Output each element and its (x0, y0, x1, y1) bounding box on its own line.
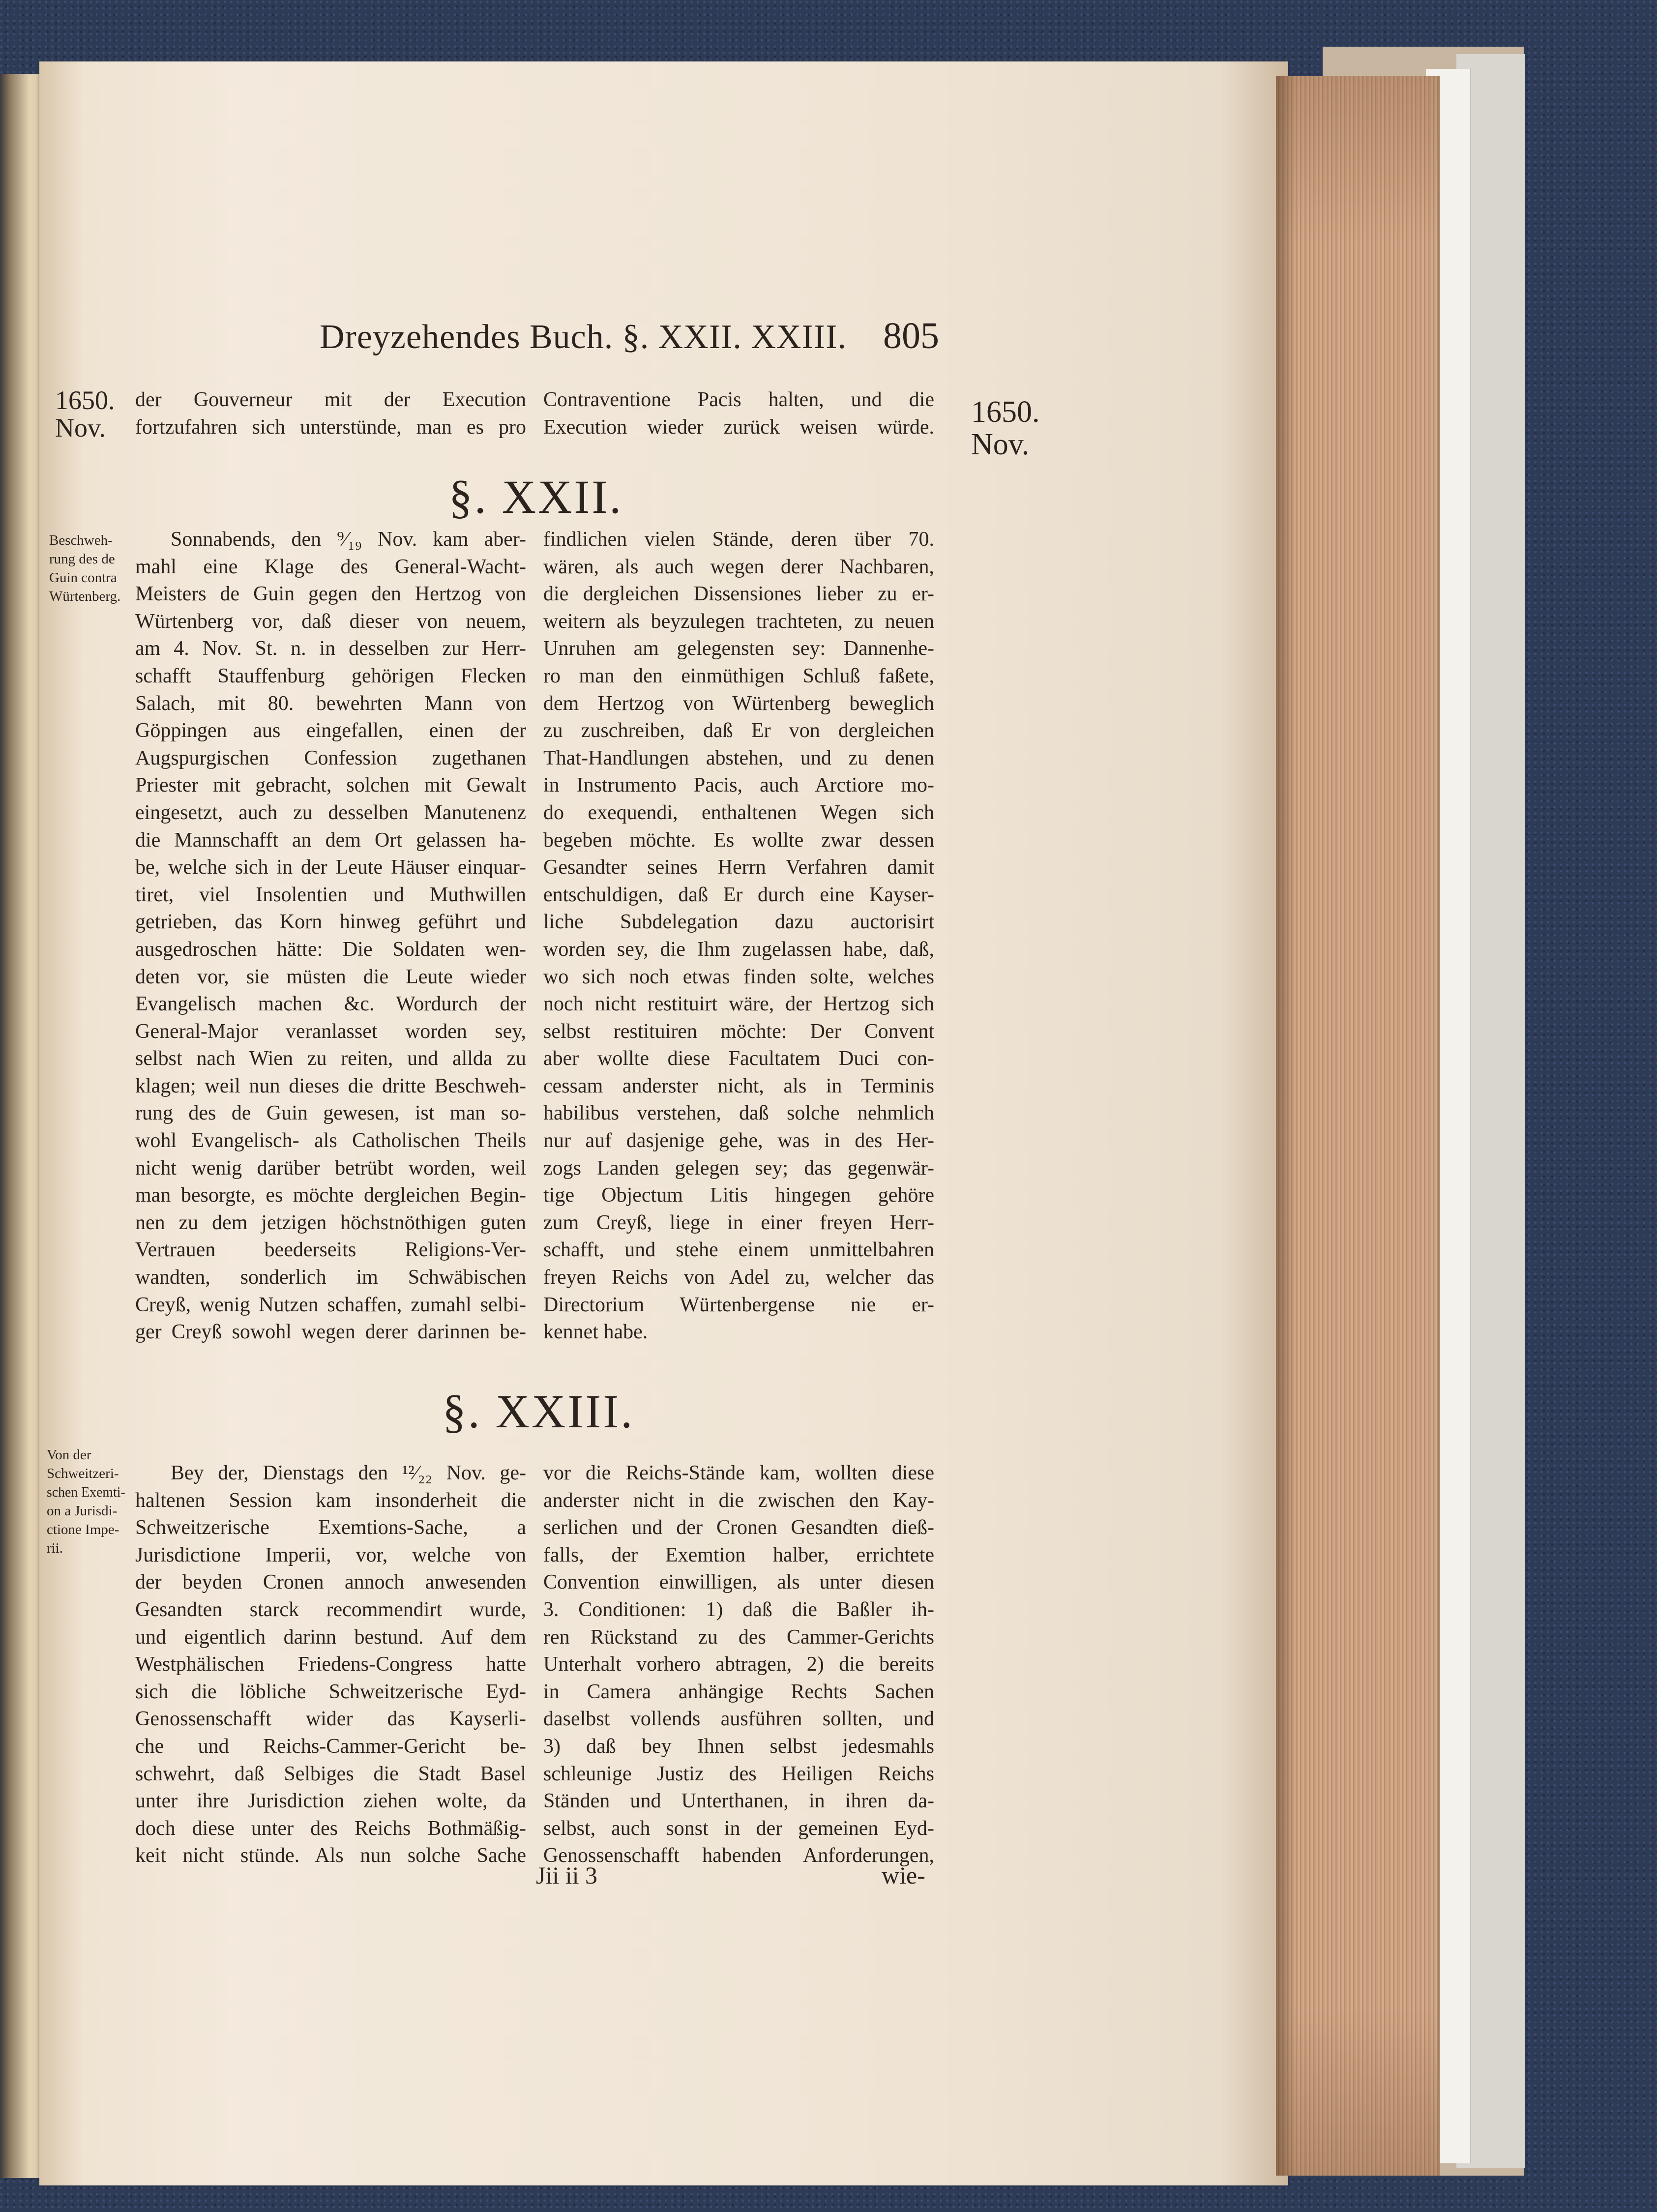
text-line: Göppingen aus eingefallen, einen der (135, 719, 526, 742)
text-line: klagen; weil nun dieses die dritte Beschweh- (135, 1074, 526, 1097)
text-line: do exequendi, enthaltenen Wegen sich (543, 801, 934, 824)
text-line: cessam anderster nicht, als in Terminis (543, 1074, 934, 1097)
text-line: Unterhalt vorhero abtragen, 2) die bereits (543, 1653, 934, 1676)
margin-note-line: rung des de (49, 551, 115, 567)
text-line: der beyden Cronen annoch anwesenden (135, 1571, 526, 1594)
text-line: in Camera anhängige Rechts Sachen (543, 1680, 934, 1703)
text-line: Creyß, wenig Nutzen schaffen, zumahl selbi- (135, 1293, 526, 1316)
margin-month: Nov. (971, 428, 1030, 461)
text-line: Westphälischen Friedens-Congress hatte (135, 1653, 526, 1676)
margin-note-xxiii (47, 1445, 125, 1558)
text-line: Gesandter seines Herrn Verfahren damit (543, 856, 934, 879)
text-line: That-Handlungen abstehen, und zu denen (543, 746, 934, 769)
text-line: ger Creyß sowohl wegen derer darinnen be- (135, 1321, 526, 1344)
text-line: Genossenschafft habenden Anforderungen, (543, 1844, 934, 1867)
book-fore-edge (1276, 76, 1440, 2176)
text-line: Bey der, Dienstags den ¹²⁄₂₂ Nov. ge- (171, 1462, 526, 1484)
text-line: der Gouverneur mit der Execution (135, 388, 526, 411)
section-xxiii-right-column (543, 1460, 934, 1870)
text-line: rung des de Guin gewesen, ist man so- (135, 1102, 526, 1125)
margin-note-line: Schweitzeri- (47, 1466, 119, 1481)
running-title: Dreyzehendes Buch. §. XXII. XXIII. (320, 318, 847, 356)
text-line: Evangelisch machen &c. Wordurch der (135, 993, 526, 1016)
text-line: begeben möchte. Es wollte zwar dessen (543, 828, 934, 852)
text-line: wohl Evangelisch- als Catholischen Theils (135, 1129, 526, 1152)
section-xxiii-left-column (135, 1460, 526, 1870)
text-line: doch diese unter des Reichs Bothmäßig- (135, 1817, 526, 1840)
text-line: Directorium Würtenbergense nie er- (543, 1293, 934, 1316)
margin-year: 1650. (55, 385, 115, 415)
text-line: Sonnabends, den ⁹⁄₁₉ Nov. kam aber- (171, 528, 526, 551)
margin-date-left (55, 386, 115, 442)
text-line: Würtenberg vor, daß dieser von neuem, (135, 610, 526, 633)
text-line: aber wollte diese Facultatem Duci con- (543, 1047, 934, 1070)
text-line: ausgedroschen hätte: Die Soldaten wen- (135, 938, 526, 961)
text-line: Augspurgischen Confession zugethanen (135, 746, 526, 769)
text-line: daselbst vollends ausführen sollten, und (543, 1708, 934, 1731)
margin-date-right (971, 396, 1040, 461)
text-line: Salach, mit 80. bewehrten Mann von (135, 692, 526, 715)
text-line: 3. Conditionen: 1) daß die Baßler ih- (543, 1598, 934, 1621)
section-xxii-right-column (543, 526, 934, 1346)
text-line: ro man den einmüthigen Schluß faßete, (543, 664, 934, 687)
text-line: General-Major veranlasset worden sey, (135, 1020, 526, 1043)
text-line: tiret, viel Insolentien und Muthwillen (135, 883, 526, 906)
text-line: sich die löbliche Schweitzerische Eyd- (135, 1680, 526, 1703)
catchword: wie- (882, 1861, 925, 1889)
text-line: 3) daß bey Ihnen selbst jedesmahls (543, 1735, 934, 1758)
margin-month: Nov. (55, 413, 106, 442)
margin-note-line: ctione Impe- (47, 1522, 119, 1537)
text-line: entschuldigen, daß Er durch eine Kayser- (543, 883, 934, 906)
text-line: wandten, sonderlich im Schwäbischen (135, 1266, 526, 1289)
section-heading-xxiii: §. XXIII. (442, 1385, 635, 1438)
text-line: Meisters de Guin gegen den Hertzog von (135, 583, 526, 606)
text-line: am 4. Nov. St. n. in desselben zur Herr- (135, 637, 526, 660)
text-line: wären, als auch wegen derer Nachbaren, (543, 555, 934, 578)
text-line: nicht wenig darüber betrübt worden, weil (135, 1156, 526, 1180)
section-xxii-left-column (135, 526, 526, 1346)
text-line: serlichen und der Cronen Gesandten dieß- (543, 1516, 934, 1539)
text-line: habilibus verstehen, daß solche nehmlich (543, 1102, 934, 1125)
margin-note-xxii (49, 531, 128, 606)
section-heading-xxii: §. XXII. (448, 471, 623, 523)
text-line: Execution wieder zurück weisen würde. (543, 415, 934, 439)
text-line: be, welche sich in der Leute Häuser einquar- (135, 856, 526, 879)
text-line: tige Objectum Litis hingegen gehöre (543, 1184, 934, 1207)
text-line: weitern als beyzulegen trachteten, zu neuen (543, 610, 934, 633)
text-line: man besorgte, es möchte dergleichen Begin- (135, 1184, 526, 1207)
text-line: fortzufahren sich unterstünde, man es pro (135, 415, 526, 439)
text-line: freyen Reichs von Adel zu, welcher das (543, 1266, 934, 1289)
text-line: schleunige Justiz des Heiligen Reichs (543, 1762, 934, 1785)
text-line: die Mannschafft an dem Ort gelassen ha- (135, 828, 526, 852)
text-line: haltenen Session kam insonderheit die (135, 1489, 526, 1512)
margin-note-line: Würtenberg. (49, 589, 121, 604)
text-line: falls, der Exemtion halber, errichtete (543, 1543, 934, 1566)
text-line: worden sey, die Ihm zugelassen habe, daß, (543, 938, 934, 961)
text-line: Vertrauen beederseits Religions-Ver- (135, 1239, 526, 1262)
signature-mark: Jii ii 3 (536, 1861, 598, 1889)
text-line: zum Creyß, liege in einer freyen Herr- (543, 1211, 934, 1234)
text-line: kennet habe. (543, 1321, 648, 1344)
text-line: Jurisdictione Imperii, vor, welche von (135, 1543, 526, 1566)
text-line: schafft Stauffenburg gehörigen Flecken (135, 664, 526, 687)
text-line: mahl eine Klage des General-Wacht- (135, 555, 526, 578)
margin-note-line: rii. (47, 1540, 63, 1556)
text-line: getrieben, das Korn hinweg geführt und (135, 911, 526, 934)
text-line: nen zu dem jetzigen höchstnöthigen guten (135, 1211, 526, 1234)
text-line: in Instrumento Pacis, auch Arctiore mo- (543, 774, 934, 797)
text-line: che und Reichs-Cammer-Gericht be- (135, 1735, 526, 1758)
continuation-right-column (543, 386, 934, 441)
text-line: Priester mit gebracht, solchen mit Gewalt (135, 774, 526, 797)
text-line: wo sich noch etwas finden solte, welches (543, 965, 934, 988)
text-line: nur auf dasjenige gehe, was in des Her- (543, 1129, 934, 1152)
margin-note-line: schen Exemti- (47, 1484, 125, 1500)
text-line: deten vor, sie müsten die Leute wieder (135, 965, 526, 988)
text-line: zu zuschreiben, daß Er von dergleichen (543, 719, 934, 742)
text-line: Contraventione Pacis halten, und die (543, 388, 934, 411)
text-line: selbst restituiren möchte: Der Convent (543, 1020, 934, 1043)
text-line: die dergleichen Dissensiones lieber zu er- (543, 583, 934, 606)
text-line: noch nicht restituirt wäre, der Hertzog sich (543, 993, 934, 1016)
text-line: vor die Reichs-Stände kam, wollten diese (543, 1462, 934, 1484)
text-line: anderster nicht in die zwischen den Kay- (543, 1489, 934, 1512)
text-line: Convention einwilligen, als unter diesen (543, 1571, 934, 1594)
margin-note-line: Von der (47, 1447, 91, 1463)
text-line: selbst, auch sonst in der gemeinen Eyd- (543, 1817, 934, 1840)
margin-note-line: Beschweh- (49, 532, 113, 548)
text-line: findlichen vielen Stände, deren über 70. (543, 528, 934, 551)
text-line: dem Hertzog von Würtenberg beweglich (543, 692, 934, 715)
text-line: Unruhen am gelegensten sey: Dannenhe- (543, 637, 934, 660)
text-line: Gesandten starck recommendirt wurde, (135, 1598, 526, 1621)
text-line: eingesetzt, auch zu desselben Manutenenz (135, 801, 526, 824)
text-line: keit nicht stünde. Als nun solche Sache (135, 1844, 526, 1867)
continuation-left-column (135, 386, 526, 441)
text-line: ren Rückstand zu des Cammer-Gerichts (543, 1625, 934, 1649)
text-line: Ständen und Unterthanen, in ihren da- (543, 1790, 934, 1813)
text-line: Schweitzerische Exemtions-Sache, a (135, 1516, 526, 1539)
page-number: 805 (883, 315, 939, 356)
text-line: unter ihre Jurisdiction ziehen wolte, da (135, 1790, 526, 1813)
text-line: Genossenschafft wider das Kayserli- (135, 1708, 526, 1731)
text-line: selbst nach Wien zu reiten, und allda zu (135, 1047, 526, 1070)
text-line: zogs Landen gelegen sey; das gegenwär- (543, 1156, 934, 1180)
text-line: schafft, und stehe einem unmittelbahren (543, 1239, 934, 1262)
text-line: und eigentlich darinn bestund. Auf dem (135, 1625, 526, 1649)
text-line: schwehrt, daß Selbiges die Stadt Basel (135, 1762, 526, 1785)
running-header (320, 315, 939, 361)
text-line: liche Subdelegation dazu auctorisirt (543, 911, 934, 934)
margin-note-line: on a Jurisdi- (47, 1503, 118, 1519)
margin-note-line: Guin contra (49, 570, 117, 586)
margin-year: 1650. (971, 395, 1040, 429)
